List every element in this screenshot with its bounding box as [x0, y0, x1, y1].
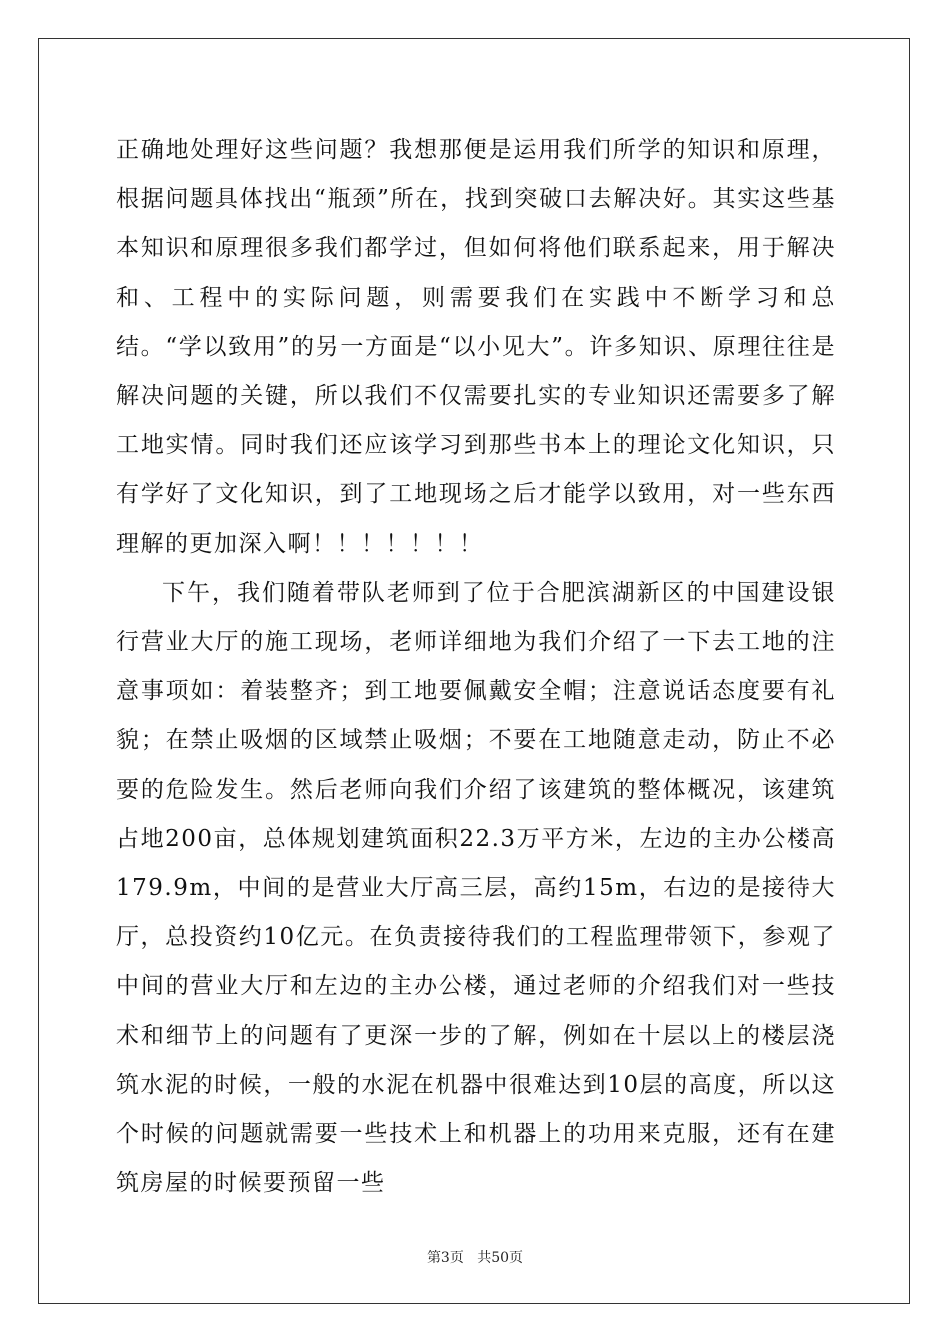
page-number: 第3页 [426, 1250, 464, 1266]
document-body [116, 126, 836, 1208]
page-footer [0, 1247, 950, 1267]
paragraph-1: 正确地处理好这些问题？我想那便是运用我们所学的知识和原理，根据问题具体找出“瓶颈”所在，找到突破口去解决好。其实这些基本知识和原理很多我们都学过，但如何将他们联系起来，用于解决和、工程中的实际问题，则需要我们在实践中不断学习和总结。“学以致用”的另一方面是“以小见大”。许多知识、原理往往是解决问题的关键，所以我们不仅需要扎实的专业知识还需要多了解工地实情。同时我们还应该学习到那些书本上的理论文化知识，只有学好了文化知识，到了工地现场之后才能学以致用，对一些东西理解的更加深入啊！！！！！！！ [116, 137, 836, 557]
page-total: 共50页 [477, 1250, 524, 1266]
paragraph-2: 下午，我们随着带队老师到了位于合肥滨湖新区的中国建设银行营业大厅的施工现场，老师详细地为我们介绍了一下去工地的注意事项如：着装整齐；到工地要佩戴安全帽；注意说话态度要有礼貌；在禁止吸烟的区域禁止吸烟；不要在工地随意走动，防止不必要的危险发生。然后老师向我们介绍了该建筑的整体概况，该建筑占地200亩，总体规划建筑面积22.3万平方米，左边的主办公楼高179.9m，中间的是营业大厅高三层，高约15m，右边的是接待大厅，总投资约10亿元。在负责接待我们的工程监理带领下，参观了中间的营业大厅和左边的主办公楼，通过老师的介绍我们对一些技术和细节上的问题有了更深一步的了解，例如在十层以上的楼层浇筑水泥的时候，一般的水泥在机器中很难达到10层的高度，所以这个时候的问题就需要一些技术上和机器上的功用来克服，还有在建筑房屋的时候要预留一些 [116, 579, 836, 1197]
